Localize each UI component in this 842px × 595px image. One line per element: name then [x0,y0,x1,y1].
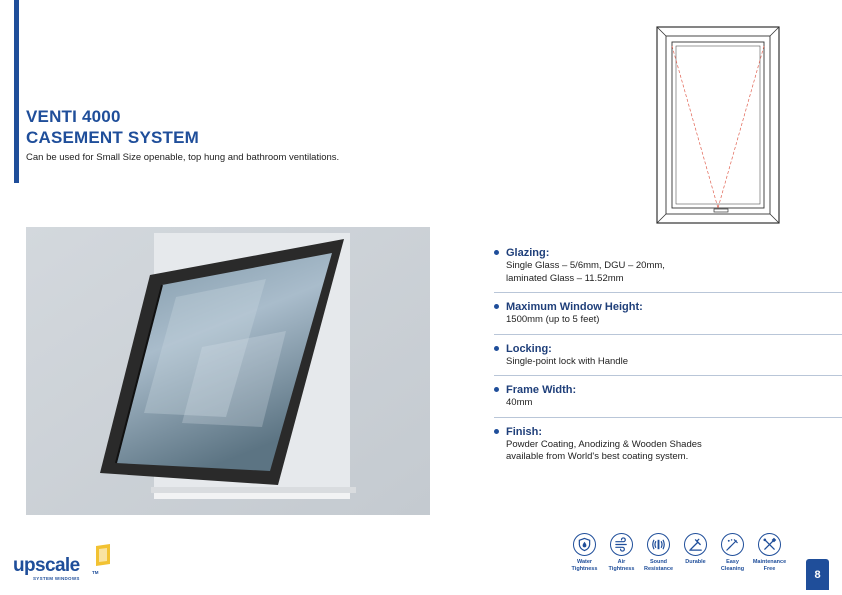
spec-frame-width [494,383,842,418]
feature-label: Air [617,559,626,565]
product-photo [26,227,430,515]
feature-label: Free [763,565,776,572]
feature-sound-resistance [640,533,677,572]
bullet-icon [494,429,499,434]
accent-bar [14,0,19,183]
spec-finish [494,425,842,471]
feature-label: Durable [685,559,706,565]
feature-label: Resistance [643,565,674,572]
bullet-icon [494,346,499,351]
cleaning-icon [721,533,744,556]
logo-trademark: TM [92,570,99,575]
logo-wordmark: upscale [13,555,80,576]
spec-label: Maximum Window Height: [506,301,643,313]
spec-value-line: Single-point lock with Handle [506,355,628,367]
page-number: 8 [806,559,829,590]
hammer-hand-icon [684,533,707,556]
feature-label: Maintenance [752,559,787,565]
feature-label: Easy [726,559,739,565]
feature-label: Tightness [571,565,598,572]
sound-wave-icon [647,533,670,556]
spec-value-line: Single Glass – 5/6mm, DGU – 20mm, [506,260,665,271]
spec-label: Glazing: [506,247,550,259]
spec-value-line: Powder Coating, Anodizing & Wooden Shades [506,438,702,450]
feature-icons [566,533,788,572]
spec-label: Locking: [506,342,552,355]
page-title [26,106,199,148]
page-subtitle: Can be used for Small Size openable, top hung and bathroom ventilations. [26,152,340,163]
feature-maintenance-free [751,533,788,572]
brand-logo [13,542,113,586]
feature-durable [677,533,714,572]
feature-label: Water [576,559,593,565]
title-line-1: VENTI 4000 [26,107,121,126]
window-elevation-diagram [656,26,780,224]
bullet-icon [494,250,499,255]
spec-label: Finish: [506,425,543,438]
feature-easy-cleaning [714,533,751,572]
spec-max-height [494,300,842,335]
feature-label: Tightness [608,565,635,572]
spec-list [494,246,842,478]
logo-tagline: SYSTEM WINDOWS [33,576,80,581]
spec-value-line: 40mm [506,397,533,408]
spec-locking [494,342,842,377]
feature-label: Sound [649,559,668,565]
tools-icon [758,533,781,556]
spec-value-line: available from World's best coating system. [506,451,689,462]
feature-water-tightness [566,533,603,572]
title-line-2: CASEMENT SYSTEM [26,128,200,147]
spec-value-line: laminated Glass – 11.52mm [506,272,624,284]
spec-glazing [494,246,842,293]
bullet-icon [494,304,499,309]
air-wind-icon [610,533,633,556]
feature-label: Cleaning [720,565,745,572]
logo-mark-icon [92,544,112,568]
feature-air-tightness [603,533,640,572]
spec-value-line: 1500mm (up to 5 feet) [506,314,600,325]
water-drop-shield-icon [573,533,596,556]
bullet-icon [494,387,499,392]
spec-label: Frame Width: [506,384,577,396]
